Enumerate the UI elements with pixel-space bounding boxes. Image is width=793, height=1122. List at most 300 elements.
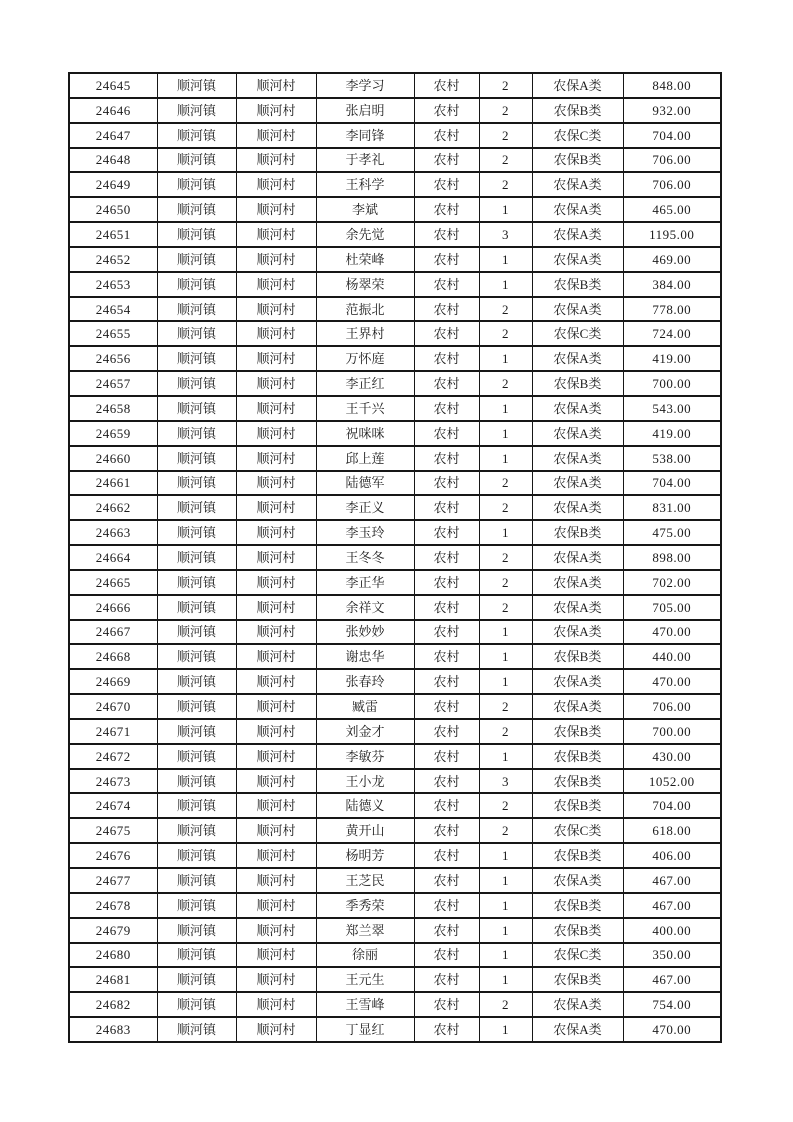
cell-insurance-category: 农保B类 — [532, 520, 623, 545]
cell-residence-type: 农村 — [414, 669, 479, 694]
table-row — [69, 471, 721, 496]
cell-residence-type: 农村 — [414, 471, 479, 496]
cell-residence-type: 农村 — [414, 421, 479, 446]
cell-town: 顺河镇 — [157, 297, 236, 322]
table-row — [69, 247, 721, 272]
cell-person-name: 李正华 — [316, 570, 414, 595]
cell-village: 顺河村 — [236, 222, 316, 247]
table-row — [69, 570, 721, 595]
cell-residence-type: 农村 — [414, 992, 479, 1017]
cell-person-count: 2 — [479, 98, 532, 123]
cell-residence-type: 农村 — [414, 123, 479, 148]
cell-insurance-category: 农保A类 — [532, 446, 623, 471]
cell-insurance-category: 农保B类 — [532, 967, 623, 992]
cell-record-id: 24683 — [69, 1017, 157, 1042]
table-row — [69, 669, 721, 694]
cell-person-name: 王小龙 — [316, 769, 414, 794]
cell-person-name: 王元生 — [316, 967, 414, 992]
cell-person-name: 余祥文 — [316, 595, 414, 620]
cell-person-name: 李学习 — [316, 73, 414, 98]
cell-town: 顺河镇 — [157, 272, 236, 297]
cell-person-name: 杨翠荣 — [316, 272, 414, 297]
cell-record-id: 24652 — [69, 247, 157, 272]
cell-insurance-category: 农保B类 — [532, 371, 623, 396]
cell-insurance-category: 农保C类 — [532, 943, 623, 968]
cell-record-id: 24671 — [69, 719, 157, 744]
cell-insurance-category: 农保B类 — [532, 769, 623, 794]
cell-record-id: 24667 — [69, 620, 157, 645]
cell-residence-type: 农村 — [414, 197, 479, 222]
cell-record-id: 24653 — [69, 272, 157, 297]
table-row — [69, 446, 721, 471]
cell-insurance-category: 农保A类 — [532, 346, 623, 371]
cell-amount: 430.00 — [623, 744, 721, 769]
cell-insurance-category: 农保A类 — [532, 421, 623, 446]
cell-town: 顺河镇 — [157, 769, 236, 794]
cell-amount: 419.00 — [623, 421, 721, 446]
cell-residence-type: 农村 — [414, 321, 479, 346]
cell-insurance-category: 农保A类 — [532, 992, 623, 1017]
cell-person-count: 1 — [479, 421, 532, 446]
table-row — [69, 818, 721, 843]
cell-person-count: 2 — [479, 570, 532, 595]
cell-person-name: 杜荣峰 — [316, 247, 414, 272]
cell-amount: 778.00 — [623, 297, 721, 322]
cell-person-count: 1 — [479, 893, 532, 918]
cell-village: 顺河村 — [236, 197, 316, 222]
cell-person-count: 2 — [479, 123, 532, 148]
cell-record-id: 24657 — [69, 371, 157, 396]
table-row — [69, 719, 721, 744]
cell-person-name: 丁显红 — [316, 1017, 414, 1042]
cell-person-count: 3 — [479, 769, 532, 794]
cell-residence-type: 农村 — [414, 148, 479, 173]
cell-village: 顺河村 — [236, 371, 316, 396]
cell-amount: 704.00 — [623, 471, 721, 496]
cell-amount: 848.00 — [623, 73, 721, 98]
cell-village: 顺河村 — [236, 272, 316, 297]
cell-residence-type: 农村 — [414, 570, 479, 595]
cell-record-id: 24666 — [69, 595, 157, 620]
cell-village: 顺河村 — [236, 123, 316, 148]
cell-person-count: 2 — [479, 172, 532, 197]
cell-person-count: 1 — [479, 396, 532, 421]
cell-residence-type: 农村 — [414, 793, 479, 818]
cell-village: 顺河村 — [236, 595, 316, 620]
cell-person-count: 1 — [479, 843, 532, 868]
cell-person-count: 2 — [479, 818, 532, 843]
cell-village: 顺河村 — [236, 893, 316, 918]
table-row — [69, 495, 721, 520]
cell-person-count: 2 — [479, 471, 532, 496]
cell-person-name: 李正义 — [316, 495, 414, 520]
cell-insurance-category: 农保A类 — [532, 620, 623, 645]
cell-village: 顺河村 — [236, 669, 316, 694]
cell-amount: 704.00 — [623, 123, 721, 148]
cell-record-id: 24647 — [69, 123, 157, 148]
cell-village: 顺河村 — [236, 918, 316, 943]
cell-residence-type: 农村 — [414, 943, 479, 968]
cell-person-name: 张启明 — [316, 98, 414, 123]
table-row — [69, 793, 721, 818]
cell-person-count: 2 — [479, 793, 532, 818]
cell-insurance-category: 农保A类 — [532, 1017, 623, 1042]
table-row — [69, 297, 721, 322]
cell-person-count: 2 — [479, 595, 532, 620]
cell-person-name: 王千兴 — [316, 396, 414, 421]
cell-record-id: 24650 — [69, 197, 157, 222]
cell-town: 顺河镇 — [157, 222, 236, 247]
cell-village: 顺河村 — [236, 421, 316, 446]
cell-village: 顺河村 — [236, 967, 316, 992]
cell-record-id: 24677 — [69, 868, 157, 893]
cell-person-count: 1 — [479, 1017, 532, 1042]
cell-village: 顺河村 — [236, 446, 316, 471]
cell-amount: 440.00 — [623, 644, 721, 669]
cell-record-id: 24662 — [69, 495, 157, 520]
cell-village: 顺河村 — [236, 570, 316, 595]
cell-insurance-category: 农保A类 — [532, 172, 623, 197]
cell-record-id: 24675 — [69, 818, 157, 843]
table-row — [69, 98, 721, 123]
cell-village: 顺河村 — [236, 943, 316, 968]
cell-amount: 706.00 — [623, 148, 721, 173]
cell-amount: 831.00 — [623, 495, 721, 520]
cell-person-name: 范振北 — [316, 297, 414, 322]
cell-person-name: 刘金才 — [316, 719, 414, 744]
cell-residence-type: 农村 — [414, 868, 479, 893]
cell-amount: 384.00 — [623, 272, 721, 297]
table-row — [69, 694, 721, 719]
cell-record-id: 24651 — [69, 222, 157, 247]
cell-village: 顺河村 — [236, 172, 316, 197]
cell-person-name: 臧雷 — [316, 694, 414, 719]
table-row — [69, 123, 721, 148]
cell-residence-type: 农村 — [414, 346, 479, 371]
cell-residence-type: 农村 — [414, 967, 479, 992]
cell-residence-type: 农村 — [414, 396, 479, 421]
cell-insurance-category: 农保A类 — [532, 396, 623, 421]
cell-village: 顺河村 — [236, 644, 316, 669]
cell-insurance-category: 农保A类 — [532, 297, 623, 322]
cell-insurance-category: 农保B类 — [532, 148, 623, 173]
benefits-table — [68, 72, 722, 1043]
cell-town: 顺河镇 — [157, 943, 236, 968]
cell-village: 顺河村 — [236, 719, 316, 744]
cell-residence-type: 农村 — [414, 918, 479, 943]
cell-insurance-category: 农保C类 — [532, 123, 623, 148]
cell-record-id: 24663 — [69, 520, 157, 545]
table-row — [69, 321, 721, 346]
cell-residence-type: 农村 — [414, 495, 479, 520]
table-row — [69, 396, 721, 421]
cell-residence-type: 农村 — [414, 769, 479, 794]
cell-village: 顺河村 — [236, 843, 316, 868]
cell-village: 顺河村 — [236, 297, 316, 322]
cell-amount: 406.00 — [623, 843, 721, 868]
cell-residence-type: 农村 — [414, 744, 479, 769]
cell-amount: 700.00 — [623, 719, 721, 744]
cell-village: 顺河村 — [236, 396, 316, 421]
cell-residence-type: 农村 — [414, 893, 479, 918]
cell-insurance-category: 农保A类 — [532, 471, 623, 496]
cell-village: 顺河村 — [236, 73, 316, 98]
cell-village: 顺河村 — [236, 992, 316, 1017]
cell-town: 顺河镇 — [157, 371, 236, 396]
cell-town: 顺河镇 — [157, 694, 236, 719]
cell-residence-type: 农村 — [414, 694, 479, 719]
cell-person-name: 祝咪咪 — [316, 421, 414, 446]
cell-amount: 706.00 — [623, 694, 721, 719]
cell-village: 顺河村 — [236, 769, 316, 794]
cell-person-name: 邱上莲 — [316, 446, 414, 471]
cell-residence-type: 农村 — [414, 297, 479, 322]
cell-residence-type: 农村 — [414, 73, 479, 98]
table-row — [69, 197, 721, 222]
cell-amount: 932.00 — [623, 98, 721, 123]
cell-record-id: 24681 — [69, 967, 157, 992]
cell-person-count: 2 — [479, 694, 532, 719]
cell-village: 顺河村 — [236, 545, 316, 570]
cell-amount: 467.00 — [623, 868, 721, 893]
cell-person-name: 杨明芳 — [316, 843, 414, 868]
cell-town: 顺河镇 — [157, 148, 236, 173]
cell-insurance-category: 农保A类 — [532, 570, 623, 595]
cell-record-id: 24668 — [69, 644, 157, 669]
cell-amount: 465.00 — [623, 197, 721, 222]
cell-record-id: 24661 — [69, 471, 157, 496]
cell-amount: 724.00 — [623, 321, 721, 346]
cell-residence-type: 农村 — [414, 446, 479, 471]
cell-person-count: 1 — [479, 943, 532, 968]
table-row — [69, 371, 721, 396]
cell-person-name: 李正红 — [316, 371, 414, 396]
cell-village: 顺河村 — [236, 520, 316, 545]
cell-amount: 467.00 — [623, 893, 721, 918]
cell-residence-type: 农村 — [414, 545, 479, 570]
cell-village: 顺河村 — [236, 471, 316, 496]
cell-person-count: 1 — [479, 669, 532, 694]
cell-town: 顺河镇 — [157, 644, 236, 669]
cell-village: 顺河村 — [236, 346, 316, 371]
cell-town: 顺河镇 — [157, 545, 236, 570]
cell-amount: 400.00 — [623, 918, 721, 943]
table-row — [69, 172, 721, 197]
cell-record-id: 24654 — [69, 297, 157, 322]
table-row — [69, 868, 721, 893]
cell-insurance-category: 农保A类 — [532, 73, 623, 98]
cell-record-id: 24672 — [69, 744, 157, 769]
cell-insurance-category: 农保B类 — [532, 744, 623, 769]
cell-person-count: 2 — [479, 371, 532, 396]
cell-amount: 700.00 — [623, 371, 721, 396]
cell-person-count: 2 — [479, 495, 532, 520]
cell-town: 顺河镇 — [157, 1017, 236, 1042]
cell-town: 顺河镇 — [157, 346, 236, 371]
cell-person-count: 2 — [479, 321, 532, 346]
cell-town: 顺河镇 — [157, 967, 236, 992]
cell-insurance-category: 农保A类 — [532, 545, 623, 570]
cell-person-count: 1 — [479, 197, 532, 222]
cell-town: 顺河镇 — [157, 98, 236, 123]
cell-residence-type: 农村 — [414, 222, 479, 247]
cell-village: 顺河村 — [236, 793, 316, 818]
cell-person-count: 3 — [479, 222, 532, 247]
cell-insurance-category: 农保A类 — [532, 694, 623, 719]
table-row — [69, 992, 721, 1017]
cell-record-id: 24664 — [69, 545, 157, 570]
cell-record-id: 24649 — [69, 172, 157, 197]
cell-person-name: 张春玲 — [316, 669, 414, 694]
cell-record-id: 24658 — [69, 396, 157, 421]
cell-amount: 470.00 — [623, 620, 721, 645]
cell-amount: 467.00 — [623, 967, 721, 992]
table-row — [69, 893, 721, 918]
table-row — [69, 943, 721, 968]
cell-village: 顺河村 — [236, 744, 316, 769]
cell-residence-type: 农村 — [414, 520, 479, 545]
cell-town: 顺河镇 — [157, 992, 236, 1017]
cell-town: 顺河镇 — [157, 123, 236, 148]
cell-insurance-category: 农保A类 — [532, 197, 623, 222]
table-row — [69, 967, 721, 992]
table-row — [69, 620, 721, 645]
cell-village: 顺河村 — [236, 620, 316, 645]
cell-amount: 702.00 — [623, 570, 721, 595]
table-row — [69, 769, 721, 794]
cell-person-name: 李敏芬 — [316, 744, 414, 769]
cell-amount: 475.00 — [623, 520, 721, 545]
cell-person-name: 余先觉 — [316, 222, 414, 247]
cell-insurance-category: 农保A类 — [532, 222, 623, 247]
cell-person-name: 王科学 — [316, 172, 414, 197]
cell-town: 顺河镇 — [157, 421, 236, 446]
cell-person-name: 黄开山 — [316, 818, 414, 843]
cell-person-count: 2 — [479, 992, 532, 1017]
cell-amount: 470.00 — [623, 1017, 721, 1042]
cell-person-count: 1 — [479, 520, 532, 545]
cell-record-id: 24674 — [69, 793, 157, 818]
cell-amount: 705.00 — [623, 595, 721, 620]
cell-residence-type: 农村 — [414, 1017, 479, 1042]
cell-town: 顺河镇 — [157, 719, 236, 744]
cell-village: 顺河村 — [236, 868, 316, 893]
cell-person-name: 李斌 — [316, 197, 414, 222]
cell-insurance-category: 农保A类 — [532, 669, 623, 694]
cell-insurance-category: 农保B类 — [532, 793, 623, 818]
cell-town: 顺河镇 — [157, 396, 236, 421]
cell-insurance-category: 农保B类 — [532, 272, 623, 297]
cell-record-id: 24679 — [69, 918, 157, 943]
cell-person-name: 李玉玲 — [316, 520, 414, 545]
cell-residence-type: 农村 — [414, 371, 479, 396]
cell-person-name: 李同锋 — [316, 123, 414, 148]
table-row — [69, 148, 721, 173]
cell-village: 顺河村 — [236, 1017, 316, 1042]
cell-residence-type: 农村 — [414, 247, 479, 272]
cell-amount: 1195.00 — [623, 222, 721, 247]
cell-amount: 618.00 — [623, 818, 721, 843]
cell-person-count: 2 — [479, 297, 532, 322]
cell-person-count: 2 — [479, 148, 532, 173]
cell-town: 顺河镇 — [157, 893, 236, 918]
table-row — [69, 545, 721, 570]
cell-record-id: 24665 — [69, 570, 157, 595]
cell-residence-type: 农村 — [414, 172, 479, 197]
cell-amount: 538.00 — [623, 446, 721, 471]
cell-person-name: 于孝礼 — [316, 148, 414, 173]
cell-village: 顺河村 — [236, 247, 316, 272]
cell-record-id: 24673 — [69, 769, 157, 794]
table-row — [69, 644, 721, 669]
cell-person-name: 王冬冬 — [316, 545, 414, 570]
table-row — [69, 272, 721, 297]
cell-amount: 1052.00 — [623, 769, 721, 794]
cell-person-count: 1 — [479, 446, 532, 471]
cell-amount: 898.00 — [623, 545, 721, 570]
table-row — [69, 73, 721, 98]
cell-record-id: 24648 — [69, 148, 157, 173]
cell-person-name: 王界村 — [316, 321, 414, 346]
cell-town: 顺河镇 — [157, 495, 236, 520]
cell-person-name: 季秀荣 — [316, 893, 414, 918]
cell-insurance-category: 农保B类 — [532, 719, 623, 744]
cell-village: 顺河村 — [236, 321, 316, 346]
cell-record-id: 24678 — [69, 893, 157, 918]
cell-amount: 706.00 — [623, 172, 721, 197]
cell-record-id: 24676 — [69, 843, 157, 868]
cell-insurance-category: 农保B类 — [532, 918, 623, 943]
table-row — [69, 843, 721, 868]
cell-record-id: 24669 — [69, 669, 157, 694]
benefits-table-body — [69, 73, 721, 1042]
cell-residence-type: 农村 — [414, 644, 479, 669]
cell-amount: 469.00 — [623, 247, 721, 272]
table-row — [69, 520, 721, 545]
cell-record-id: 24682 — [69, 992, 157, 1017]
cell-residence-type: 农村 — [414, 818, 479, 843]
cell-town: 顺河镇 — [157, 570, 236, 595]
cell-person-name: 张妙妙 — [316, 620, 414, 645]
cell-amount: 754.00 — [623, 992, 721, 1017]
table-row — [69, 1017, 721, 1042]
cell-amount: 704.00 — [623, 793, 721, 818]
cell-town: 顺河镇 — [157, 321, 236, 346]
cell-record-id: 24655 — [69, 321, 157, 346]
cell-person-name: 王芝民 — [316, 868, 414, 893]
cell-amount: 470.00 — [623, 669, 721, 694]
table-row — [69, 595, 721, 620]
cell-record-id: 24659 — [69, 421, 157, 446]
cell-person-name: 王雪峰 — [316, 992, 414, 1017]
cell-insurance-category: 农保A类 — [532, 495, 623, 520]
cell-insurance-category: 农保A类 — [532, 595, 623, 620]
cell-insurance-category: 农保B类 — [532, 644, 623, 669]
table-row — [69, 918, 721, 943]
cell-person-count: 2 — [479, 73, 532, 98]
cell-village: 顺河村 — [236, 495, 316, 520]
table-row — [69, 421, 721, 446]
cell-town: 顺河镇 — [157, 793, 236, 818]
cell-residence-type: 农村 — [414, 98, 479, 123]
cell-town: 顺河镇 — [157, 172, 236, 197]
cell-record-id: 24670 — [69, 694, 157, 719]
cell-village: 顺河村 — [236, 148, 316, 173]
cell-insurance-category: 农保A类 — [532, 868, 623, 893]
cell-insurance-category: 农保B类 — [532, 893, 623, 918]
cell-town: 顺河镇 — [157, 818, 236, 843]
cell-village: 顺河村 — [236, 694, 316, 719]
